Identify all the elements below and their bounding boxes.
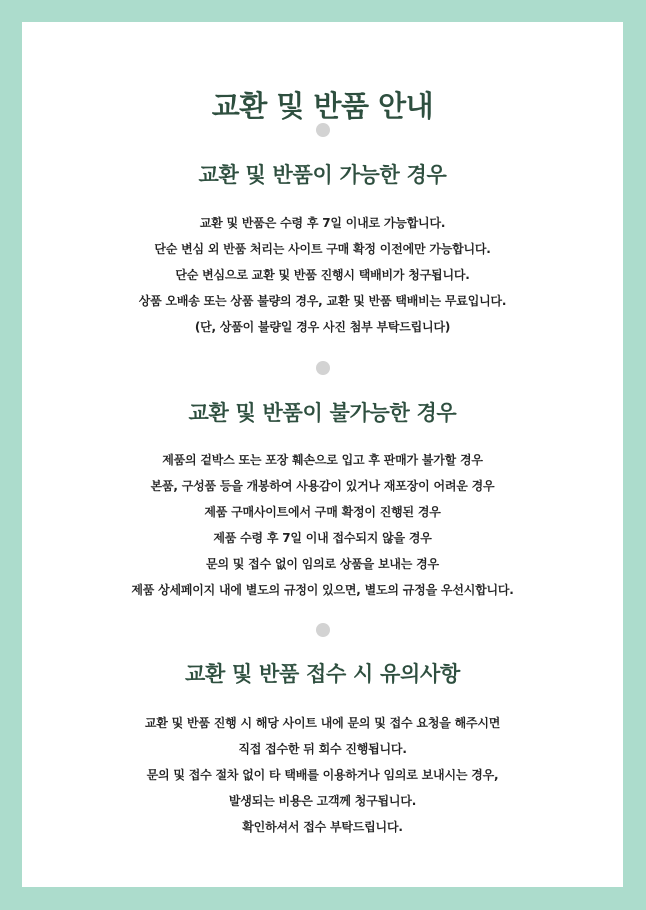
section-title-notes: 교환 및 반품 접수 시 유의사항 [185,662,460,686]
text-line: 직접 접수한 뒤 회수 진행됩니다. [238,742,407,756]
text-line: 단순 변심으로 교환 및 반품 진행시 택배비가 청구됩니다. [175,268,470,282]
text-line: (단, 상품이 불량일 경우 사진 첨부 부탁드립니다) [194,320,451,334]
section-impossible-lines [22,447,623,603]
section-possible-lines [22,210,623,340]
text-line: 상품 오배송 또는 상품 불량의 경우, 교환 및 반품 택배비는 무료입니다. [138,294,507,308]
section-title-impossible: 교환 및 반품이 불가능한 경우 [188,401,457,425]
section-title-possible: 교환 및 반품이 가능한 경우 [198,163,447,187]
text-line: 단순 변심 외 반품 처리는 사이트 구매 확정 이전에만 가능합니다. [154,242,491,256]
divider-dot [316,123,330,137]
text-line: 제품 수령 후 7일 이내 접수되지 않을 경우 [213,531,432,545]
text-line: 본품, 구성품 등을 개봉하여 사용감이 있거나 재포장이 어려운 경우 [150,479,495,493]
notice-card [22,22,623,887]
section-notes-lines [22,710,623,840]
text-line: 교환 및 반품은 수령 후 7일 이내로 가능합니다. [199,216,446,230]
divider-dot [316,361,330,375]
text-line: 발생되는 비용은 고객께 청구됩니다. [228,794,417,808]
text-line: 문의 및 접수 없이 임의로 상품을 보내는 경우 [206,557,439,571]
text-line: 교환 및 반품 진행 시 해당 사이트 내에 문의 및 접수 요청을 해주시면 [144,716,501,730]
page-title: 교환 및 반품 안내 [211,89,434,123]
text-line: 제품의 겉박스 또는 포장 훼손으로 입고 후 판매가 불가할 경우 [162,453,483,467]
text-line: 제품 구매사이트에서 구매 확정이 진행된 경우 [204,505,441,519]
text-line: 제품 상세페이지 내에 별도의 규정이 있으면, 별도의 규정을 우선시합니다. [131,583,514,597]
text-line: 문의 및 접수 절차 없이 타 택배를 이용하거나 임의로 보내시는 경우, [146,768,499,782]
text-line: 확인하셔서 접수 부탁드립니다. [242,820,403,834]
divider-dot [316,623,330,637]
